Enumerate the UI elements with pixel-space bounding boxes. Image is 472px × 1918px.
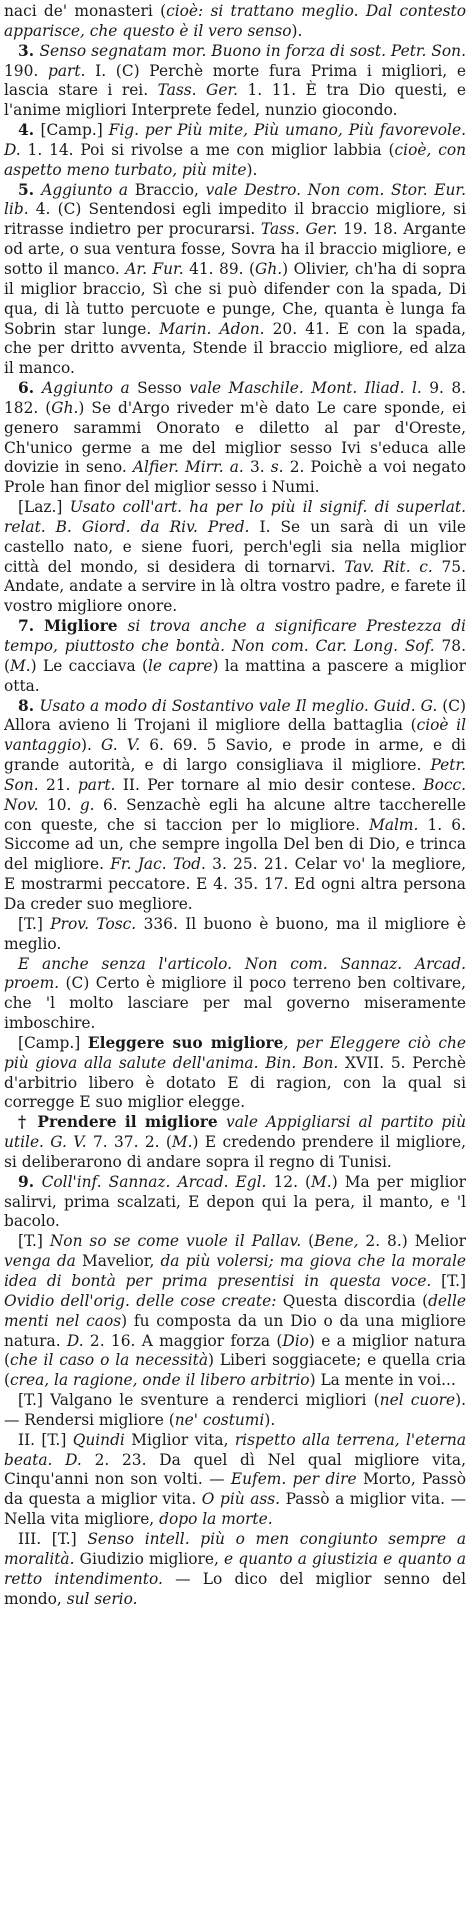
sense-heading: 5. bbox=[18, 180, 42, 199]
entry-text: ) fu composta da un Dio o da una migliore natura. bbox=[4, 1311, 466, 1350]
entry-text: [T.] bbox=[18, 1232, 50, 1251]
italic-gloss: Bene, bbox=[314, 1232, 366, 1251]
entry-text: 2. 16. A maggior forza ( bbox=[89, 1331, 283, 1350]
italic-gloss: crea, la ragione, onde il libero arbitrio bbox=[10, 1371, 310, 1390]
entry-text: ). bbox=[81, 736, 102, 755]
italic-gloss: Malm. bbox=[369, 815, 428, 834]
entry-text: Mavelior, bbox=[81, 1252, 161, 1271]
italic-gloss: Fig. per Più mite, Più umano, Più favorevole. D. bbox=[4, 121, 466, 159]
entry-text: 41. 89. ( bbox=[189, 259, 256, 278]
italic-gloss: Tass. Ger. bbox=[157, 81, 248, 100]
entry-paragraph-t-prov bbox=[4, 915, 466, 955]
italic-gloss: Marin. Adon. bbox=[159, 319, 273, 338]
sense-heading: 7. Migliore bbox=[18, 617, 128, 636]
entry-text: Morto, Passò da questa a miglior vita. bbox=[4, 1470, 466, 1509]
entry-text: (C) Allora avieno li Trojani il migliore della battaglia ( bbox=[4, 696, 466, 735]
italic-gloss: G. V. bbox=[101, 736, 150, 755]
entry-text: Giudizio migliore, bbox=[79, 1549, 224, 1568]
entry-text: ) La mente in voi... bbox=[309, 1371, 456, 1390]
entry-text: 21. bbox=[46, 775, 78, 794]
entry-text: ) Liberi soggiacete; e quella cria ( bbox=[4, 1351, 466, 1390]
entry-paragraph-camp-eleggere bbox=[4, 1034, 466, 1113]
entry-text: 2. Poichè a voi negato Prole han finor del miglior sesso i Numi. bbox=[4, 458, 467, 497]
italic-gloss: da più volersi; ma giova che la morale idea di bontà per prima presentisi in questa voce. bbox=[4, 1252, 466, 1290]
entry-text: 12. ( bbox=[273, 1172, 312, 1191]
entry-text: [T.] bbox=[441, 1272, 466, 1290]
italic-gloss: Ovidio dell'orig. delle cose create: bbox=[4, 1291, 283, 1310]
entry-text: 190. bbox=[4, 61, 48, 80]
entry-text: Braccio, bbox=[134, 180, 206, 199]
italic-gloss: s. bbox=[270, 458, 290, 477]
italic-gloss: delle menti nel caos bbox=[4, 1291, 466, 1330]
entry-text: [Camp.] bbox=[18, 1033, 88, 1052]
entry-paragraph-t-pallav bbox=[4, 1232, 466, 1391]
entry-text: ) la mattina a pascere a miglior otta. bbox=[4, 656, 466, 695]
italic-gloss: Bocc. Nov. bbox=[4, 775, 467, 814]
entry-text: I. (C) Perchè morte fura Prima i migliori, e lascia stare i rei. bbox=[4, 61, 466, 100]
italic-gloss: Dio bbox=[282, 1331, 309, 1350]
italic-gloss: vale Appigliarsi al partito più utile. G. V. bbox=[4, 1113, 466, 1152]
italic-gloss: E anche senza l'articolo. Non com. Sannaz. Arcad. proem. bbox=[4, 954, 466, 993]
sense-heading: 3. bbox=[18, 41, 40, 60]
entry-text: 1. 11. È tra Dio questi, e l'anime migliori Interprete fedel, nunzio giocondo. bbox=[4, 81, 466, 120]
entry-text: 9. 8. 182. ( bbox=[4, 379, 467, 417]
entry-paragraph-sense-5 bbox=[4, 181, 466, 379]
italic-gloss: Aggiunto a bbox=[41, 180, 135, 199]
entry-text: 6. Senzachè egli ha alcune altre taccherelle con queste, che si taccion per lo migliore. bbox=[4, 795, 467, 834]
entry-text: ). — Rendersi migliore ( bbox=[4, 1391, 466, 1429]
entry-paragraph-sense-3 bbox=[4, 42, 466, 121]
italic-gloss: g. bbox=[79, 795, 103, 814]
entry-text: (C) Certo è migliore il poco terreno ben coltivare, che 'l molto lasciare per mal governo miseramente imboschire. bbox=[4, 974, 466, 1033]
italic-gloss: Senso segnatam mor. Buono in forza di sost. Petr. Son. bbox=[39, 41, 466, 60]
entry-text: ). bbox=[264, 1410, 276, 1429]
italic-gloss: Usato a modo di Sostantivo vale Il meglio. Guid. G. bbox=[39, 696, 443, 715]
entry-paragraph-sense-4 bbox=[4, 121, 466, 181]
entry-text: II. [T.] bbox=[18, 1430, 73, 1449]
italic-gloss: Alfier. Mirr. a. bbox=[132, 458, 250, 477]
entry-text: Sesso bbox=[137, 379, 190, 398]
sense-heading: 9. bbox=[18, 1172, 42, 1191]
italic-gloss: Petr. Son. bbox=[4, 756, 466, 794]
italic-gloss: , per Eleggere ciò che più giova alla salute dell'anima. Bin. Bon. bbox=[4, 1033, 466, 1072]
italic-gloss: D. bbox=[66, 1331, 90, 1350]
entry-text: ) Se d'Argo riveder m'è dato Le care sponde, ei genero sarammi Onorato e diletto al par d'Oreste, Ch'unico germe a me del miglior sesso Ivi s'educa alle dovizie in seno. bbox=[4, 398, 466, 477]
entry-paragraph-laz bbox=[4, 498, 466, 617]
entry-text: ) Olivier, ch'ha di sopra il miglior braccio, Sì che si può difender con la spada, Di qua, di là tutto percuote e punge, Che, quanta è lunga fa Sobrin star lunge. bbox=[4, 259, 467, 338]
entry-text: 1. 6. Siccome ad un, che sempre ingolla Del ben di Dio, e trinca del migliore. bbox=[4, 815, 466, 874]
italic-gloss: le capre bbox=[148, 656, 213, 675]
entry-text: — Lo dico del miglior senno del mondo, bbox=[4, 1569, 466, 1608]
entry-text: 75. Andate, andate a servire in là oltra vostro padre, e farete il vostro migliore onore. bbox=[4, 557, 466, 616]
entry-text: ) E credendo prendere il migliore, si deliberarono di andare sopra il regno di Tunisi. bbox=[4, 1133, 466, 1171]
entry-paragraph-sense-8 bbox=[4, 697, 466, 915]
italic-gloss: O più ass. bbox=[201, 1490, 286, 1509]
entry-text: III. [T.] bbox=[18, 1529, 88, 1548]
sense-heading: 8. bbox=[18, 696, 40, 715]
italic-gloss: Prov. Tosc. bbox=[50, 914, 144, 933]
italic-gloss: e quanto a giustizia e quanto a retto intendimento. bbox=[4, 1549, 466, 1588]
italic-gloss: M. bbox=[171, 1133, 193, 1152]
italic-gloss: Quindi bbox=[72, 1430, 132, 1449]
italic-gloss: Non so se come vuole il Pallav. bbox=[49, 1232, 309, 1251]
entry-paragraph-t-svent bbox=[4, 1391, 466, 1431]
italic-gloss: Senso intell. più o men congiunto sempre a moralità. bbox=[4, 1529, 466, 1568]
italic-gloss: Aggiunto a bbox=[41, 379, 138, 398]
entry-text: 4. (C) Sentendosi egli impedito il braccio migliore, si ritrasse indietro per procurarsi. bbox=[4, 200, 466, 239]
italic-gloss: cioè: si trattano meglio. Dal contesto apparisce, che questo è il vero senso bbox=[4, 2, 466, 40]
entry-text: XVII. 5. Perchè d'arbitrio libero è dotato E di ragion, con la qual si corregge E suo miglior elegge. bbox=[4, 1053, 466, 1112]
entry-text: [Camp.] bbox=[40, 121, 109, 140]
italic-gloss: si trova anche a significare Prestezza di tempo, piuttosto che bontà. Non com. Car. Long. Sof. bbox=[4, 617, 466, 655]
italic-gloss: dopo la morte. bbox=[159, 1510, 273, 1529]
entry-text: [T.] bbox=[18, 914, 51, 933]
entry-text: 336. Il buono è buono, ma il migliore è meglio. bbox=[4, 914, 466, 953]
italic-gloss: M. bbox=[10, 656, 31, 675]
italic-gloss: Tass. Ger. bbox=[260, 220, 344, 239]
italic-gloss: sul serio. bbox=[66, 1589, 138, 1608]
entry-text: naci de' monasteri ( bbox=[4, 2, 167, 20]
italic-gloss: Gh. bbox=[51, 398, 79, 417]
entry-text: 19. 18. Argante od arte, o sua ventura fosse, Sovra ha il braccio migliore, e sotto il manco. bbox=[4, 220, 466, 278]
entry-text: 10. bbox=[46, 795, 80, 814]
entry-text: 78. ( bbox=[4, 637, 466, 675]
entry-text: 7. 37. 2. ( bbox=[92, 1133, 172, 1152]
entry-paragraph-sense-6 bbox=[4, 379, 466, 498]
italic-gloss: part. bbox=[47, 61, 96, 80]
entry-paragraph-sense-7 bbox=[4, 617, 466, 696]
italic-gloss: Ar. Fur. bbox=[125, 259, 190, 278]
entry-text: 3. bbox=[249, 458, 271, 477]
italic-gloss: Fr. Jac. Tod. bbox=[110, 855, 213, 874]
entry-text: 1. 14. Poi si rivolse a me con miglior labbia ( bbox=[27, 140, 395, 159]
italic-gloss: cioè il vantaggio bbox=[4, 716, 466, 755]
italic-gloss: Tav. Rit. c. bbox=[344, 557, 442, 576]
italic-gloss: Usato coll'art. ha per lo più il signif. di superlat. relat. B. Giord. da Riv. Pred. bbox=[4, 498, 466, 536]
entry-text: 2. 23. Da quel dì Nel qual migliore vita, Cinqu'anni non son volti. — bbox=[4, 1450, 466, 1489]
entry-text: Passò a miglior vita. — Nella vita migliore, bbox=[4, 1490, 466, 1529]
entry-text: Questa discordia ( bbox=[282, 1291, 429, 1310]
italic-gloss: Coll'inf. Sannaz. Arcad. Egl. bbox=[41, 1172, 274, 1191]
entry-paragraph-sense-III bbox=[4, 1530, 466, 1609]
italic-gloss: part. bbox=[77, 775, 123, 794]
entry-text: 3. 25. 21. Celar vo' la megliore, E mostrarmi peccatore. E 4. 35. 17. Ed ogni altra persona Da creder suo megliore. bbox=[4, 855, 466, 913]
entry-paragraph-prendere bbox=[4, 1113, 466, 1173]
entry-text: ) Ma per miglior salirvi, prima scalzati, E depon qui la pera, il manto, e 'l bacolo. bbox=[4, 1172, 466, 1231]
entry-paragraph-senza-art bbox=[4, 955, 466, 1034]
entry-text: [T.] Valgano le sventure a renderci migliori ( bbox=[18, 1391, 380, 1410]
entry-paragraph-sense-9 bbox=[4, 1173, 466, 1233]
sense-heading: 4. bbox=[18, 121, 41, 140]
italic-gloss: vale Destro. Non com. Stor. Eur. lib. bbox=[4, 180, 466, 219]
entry-text: ) e a miglior natura ( bbox=[4, 1331, 466, 1370]
entry-text: Miglior vita, bbox=[131, 1430, 235, 1449]
italic-gloss: nel cuore bbox=[379, 1391, 456, 1410]
italic-gloss: venga da bbox=[4, 1252, 82, 1271]
italic-gloss: cioè, con aspetto meno turbato, più mite bbox=[4, 140, 467, 179]
entry-text: I. Se un sarà di un vile castello nato, e siene fuori, perch'egli sia nella miglior città del mondo, si desidera di tornarvi. bbox=[4, 517, 466, 576]
italic-gloss: che il caso o la necessità bbox=[10, 1351, 208, 1370]
sense-heading: † Prendere il migliore bbox=[18, 1113, 227, 1132]
italic-gloss: Eufem. per dire bbox=[230, 1470, 363, 1489]
italic-gloss: rispetto alla terrena, l'eterna beata. D. bbox=[4, 1430, 466, 1469]
entry-text: [Laz.] bbox=[18, 498, 70, 517]
italic-gloss: ne' costumi bbox=[174, 1410, 265, 1429]
entry-text: ( bbox=[308, 1232, 315, 1251]
entry-text: 20. 41. E con la spada, che per dritto avventa, Stende il braccio migliore, ed alza il manco. bbox=[4, 319, 467, 378]
entry-paragraph-sense-II bbox=[4, 1431, 466, 1530]
italic-gloss: M. bbox=[311, 1172, 332, 1191]
sense-heading: 6. bbox=[18, 379, 42, 398]
entry-text: ). bbox=[291, 21, 303, 40]
italic-gloss: vale Maschile. Mont. Iliad. l. bbox=[189, 379, 430, 398]
entry-text: II. Per tornare al mio desir contese. bbox=[122, 775, 424, 794]
sense-heading: Eleggere suo migliore bbox=[87, 1033, 284, 1052]
entry-paragraph-intro bbox=[4, 2, 466, 42]
entry-text: ). bbox=[246, 160, 258, 179]
italic-gloss: Gh. bbox=[255, 259, 283, 278]
entry-text: ) Le cacciava ( bbox=[30, 656, 148, 675]
entry-text: 2. 8.) Melior bbox=[365, 1232, 466, 1251]
entry-text: 6. 69. 5 Savio, e prode in arme, e di grande autorità, e di largo consigliava il migliore. bbox=[4, 736, 466, 775]
